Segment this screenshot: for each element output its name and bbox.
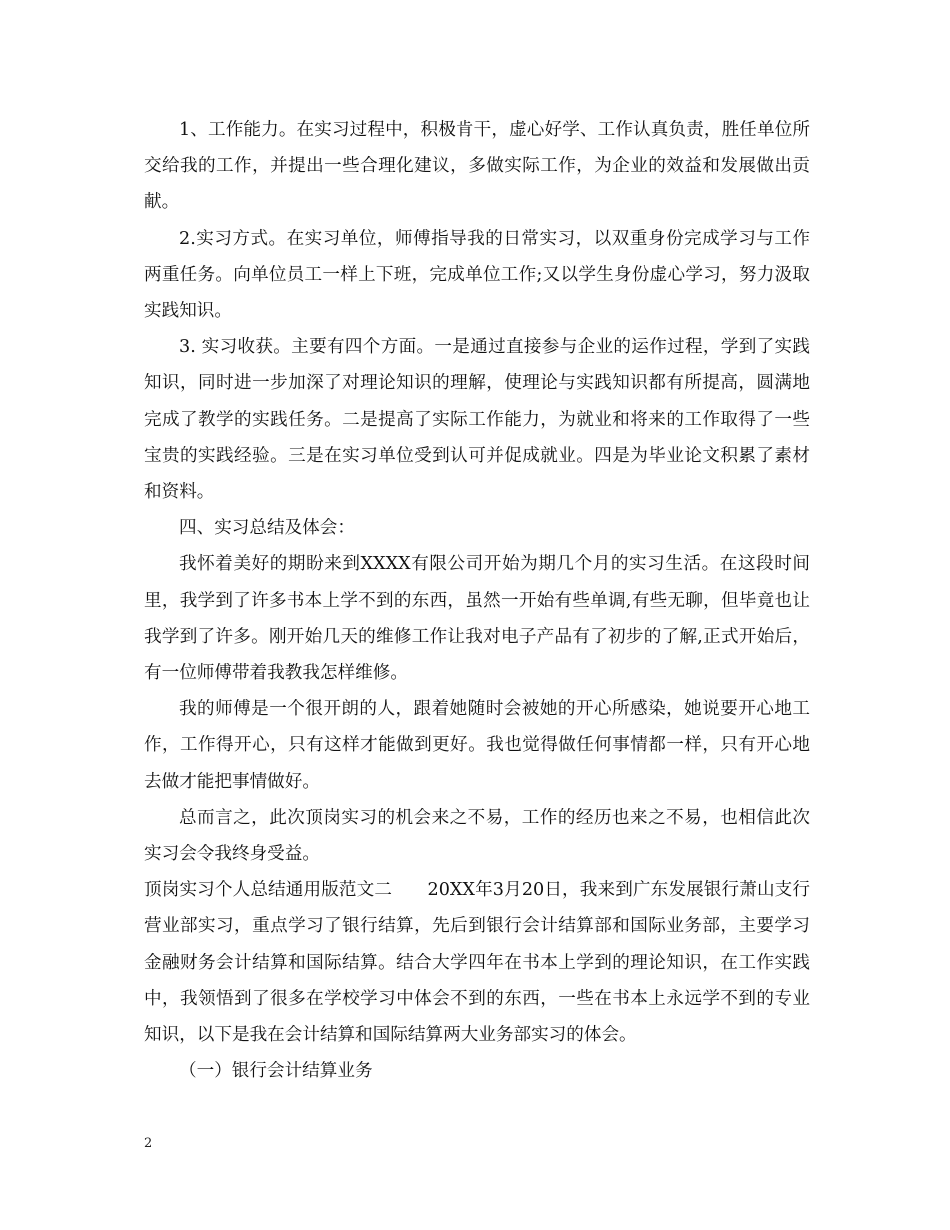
document-body xyxy=(144,112,810,1089)
paragraph-internship-method: 2.实习方式。在实习单位，师傅指导我的日常实习，以双重身份完成学习与工作两重任务。向单位员工一样上下班，完成单位工作;又以学生身份虚心学习，努力汲取实践知识。 xyxy=(144,228,810,322)
paragraph-internship-gains: 3. 实习收获。主要有四个方面。一是通过直接参与企业的运作过程，学到了实践知识，同时进一步加深了对理论知识的理解，使理论与实践知识都有所提高，圆满地完成了教学的实践任务。二是提高了实际工作能力，为就业和将来的工作取得了一些宝贵的实践经验。三是在实习单位受到认可并促成就业。四是为毕业论文积累了素材和资料。 xyxy=(144,337,810,503)
section-heading-summary: 四、实习总结及体会： xyxy=(179,518,355,539)
paragraph-mentor: 我的师傅是一个很开朗的人，跟着她随时会被她的开心所感染，她说要开心地工作，工作得开心，只有这样才能做到更好。我也觉得做任何事情都一样，只有开心地去做才能把事情做好。 xyxy=(144,699,810,792)
paragraph-sample-two: 顶岗实习个人总结通用版范文二 20XX年3月20日，我来到广东发展银行萧山支行营业部实习，重点学习了银行结算，先后到银行会计结算部和国际业务部，主要学习金融财务会计结算和国际结算。结合大学四年在书本上学到的理论知识，在工作实践中，我领悟到了很多在学校学习中体会不到的东西，一些在书本上永远学不到的专业知识，以下是我在会计结算和国际结算两大业务部实习的体会。 xyxy=(144,880,810,1046)
page-number: 2 xyxy=(144,1136,153,1151)
paragraph-work-ability: 1、工作能力。在实习过程中，积极肯干，虚心好学、工作认真负责，胜任单位所交给我的工作，并提出一些合理化建议，多做实际工作，为企业的效益和发展做出贡献。 xyxy=(144,120,810,213)
paragraph-conclusion: 总而言之，此次顶岗实习的机会来之不易，工作的经历也来之不易，也相信此次实习会令我终身受益。 xyxy=(144,807,810,865)
paragraph-arrival: 我怀着美好的期盼来到XXXX有限公司开始为期几个月的实习生活。在这段时间里，我学到了许多书本上学不到的东西，虽然一开始有些单调,有些无聊，但毕竟也让我学到了许多。刚开始几天的维修工作让我对电子产品有了初步的了解,正式开始后，有一位师傅带着我教我怎样维修。 xyxy=(144,554,810,684)
section-heading-bank-settlement: （一）银行会计结算业务 xyxy=(179,1061,373,1082)
